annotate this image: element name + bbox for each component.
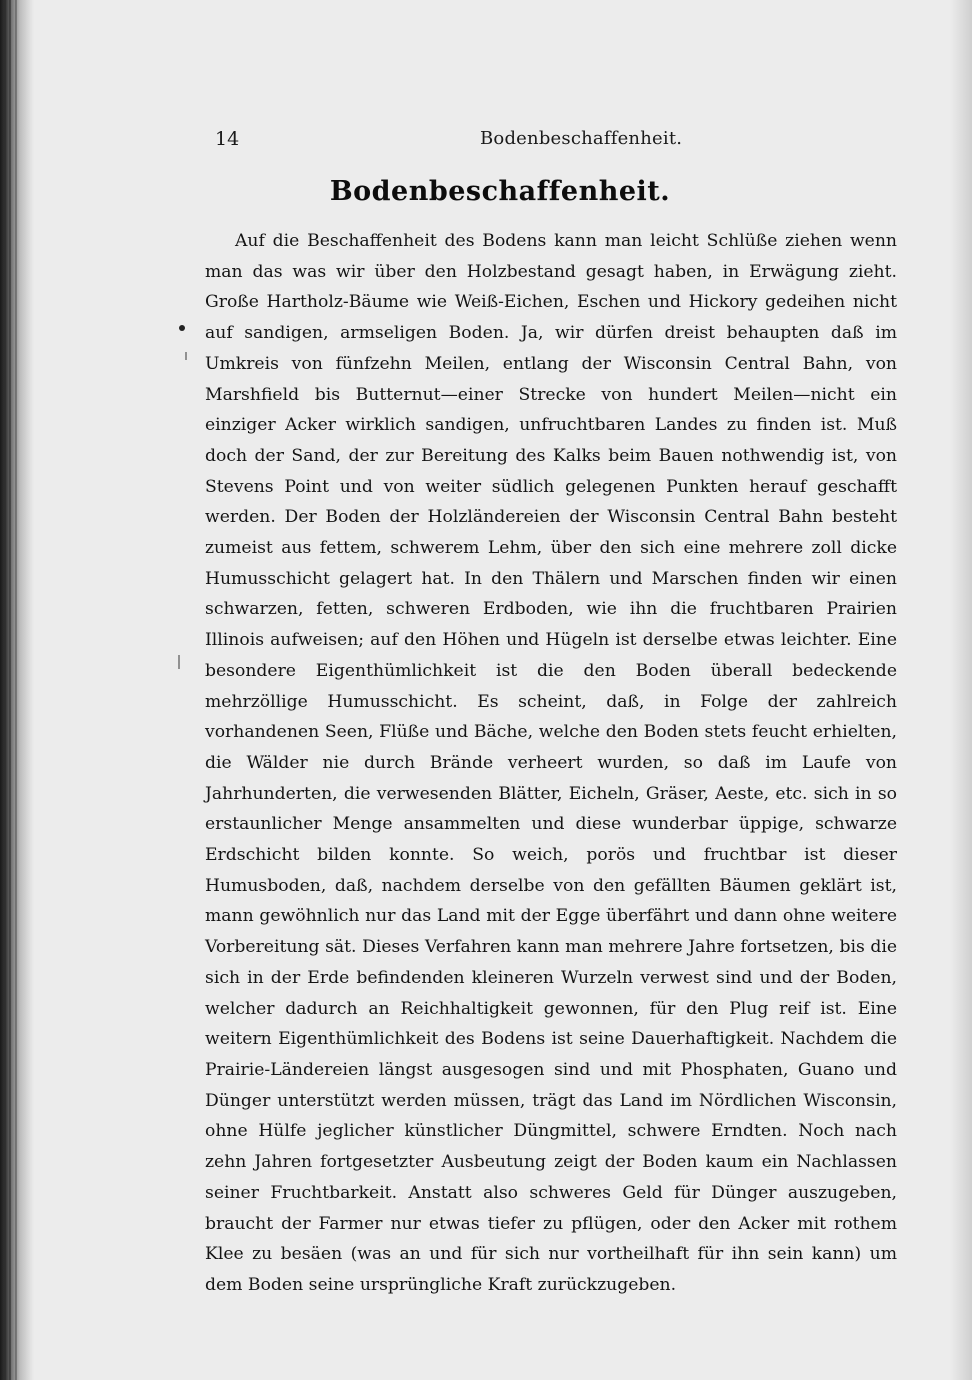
spine-line — [15, 0, 17, 1380]
spine-line — [4, 0, 6, 1380]
section-heading: Bodenbeschaffenheit. — [329, 176, 671, 207]
page-number: 14 — [215, 128, 240, 150]
margin-mark — [185, 352, 187, 360]
running-head — [215, 128, 870, 158]
margin-dot-mark — [179, 325, 185, 331]
running-title: Bodenbeschaffenheit. — [480, 128, 683, 149]
page-edge-shadow — [950, 0, 972, 1380]
body-paragraph: Auf die Beschaffenheit des Bodens kann man leicht Schlüße ziehen wenn man das was wir über den Holzbestand gesagt haben, in Erwägung zieht. Große Hartholz-Bäume wie Weiß-Eichen, Eschen und Hickory gedeihen nicht auf sandigen, armseligen Boden. Ja, wir dürfen dreist behaupten daß im Umkreis von fünfzehn Meilen, entlang der Wisconsin Central Bahn, von Marshfield bis Butternut—einer Strecke von hundert Meilen—nicht ein einziger Acker wirklich sandigen, unfruchtbaren Landes zu finden ist. Muß doch der Sand, der zur Bereitung des Kalks beim Bauen nothwendig ist, von Stevens Point und von weiter südlich gelegenen Punkten herauf geschafft werden. Der Boden der Holzländereien der Wisconsin Central Bahn besteht zumeist aus fettem, schwerem Lehm, über den sich eine mehrere zoll dicke Humusschicht gelagert hat. In den Thälern und Marschen finden wir einen schwarzen, fetten, schweren Erdboden, wie ihn die fruchtbaren Prairien Illinois aufweisen; auf den Höhen und Hügeln ist derselbe etwas leichter. Eine besondere Eigenthümlichkeit ist die den Boden überall bedeckende mehrzöllige Humusschicht. Es scheint, daß, in Folge der zahlreich vorhandenen Seen, Flüße und Bäche, welche den Boden stets feucht erhielten, die Wälder nie durch Brände verheert wurden, so daß im Laufe von Jahrhunderten, die verwesenden Blätter, Eicheln, Gräser, Aeste, etc. sich in so erstaunlicher Menge ansammelten und diese wunderbar üppige, schwarze Erdschicht bilden konnte. So weich, porös und fruchtbar ist dieser Humusboden, daß, nachdem derselbe von den gefällten Bäumen geklärt ist, mann gewöhnlich nur das Land mit der Egge überfährt und dann ohne weitere Vorbereitung sät. Dieses Verfahren kann man mehrere Jahre fortsetzen, bis die sich in der Erde befindenden kleineren Wurzeln verwest sind und der Boden, welcher dadurch an Reichhaltigkeit gewonnen, für den Plug reif ist. Eine weitern Eigenthümlichkeit des Bodens ist seine Dauerhaftigkeit. Nachdem die Prairie-Ländereien längst ausgesogen sind und mit Phosphaten, Guano und Dünger unterstützt werden müssen, trägt das Land im Nördlichen Wisconsin, ohne Hülfe jeglicher künstlicher Düngmittel, schwere Erndten. Noch nach zehn Jahren fortgesetzter Ausbeutung zeigt der Boden kaum ein Nachlassen seiner Fruchtbarkeit. Anstatt also schweres Geld für Dünger auszugeben, braucht der Farmer nur etwas tiefer zu pflügen, oder den Acker mit rothem Klee zu besäen (was an und für sich nur vortheilhaft für ihn sein kann) um dem Boden seine ursprüngliche Kraft zurückzugeben. — [205, 231, 897, 1295]
book-spine-shadow — [0, 0, 34, 1380]
margin-mark — [178, 655, 180, 669]
spine-line — [9, 0, 11, 1380]
